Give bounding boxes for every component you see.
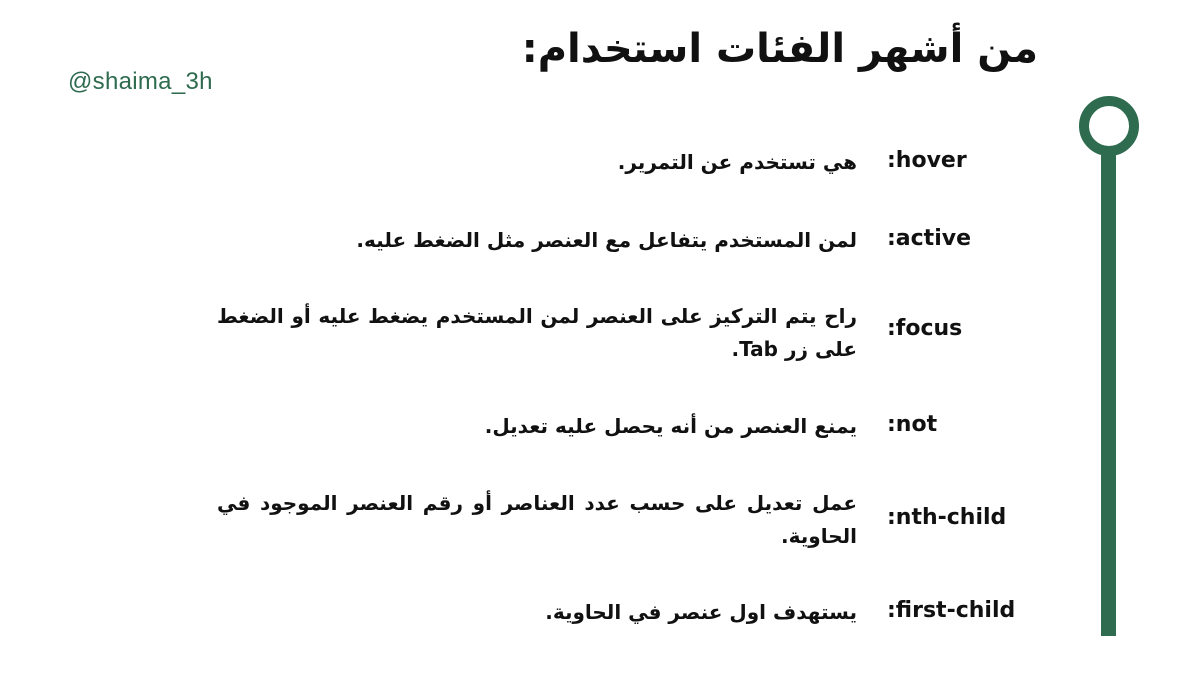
selector-description: هي تستخدم عن التمرير. — [617, 150, 857, 174]
selector-description: يمنع العنصر من أنه يحصل عليه تعديل. — [484, 414, 857, 438]
selector-description: يستهدف اول عنصر في الحاوية. — [545, 600, 857, 624]
selector-description: لمن المستخدم يتفاعل مع العنصر مثل الضغط عليه. — [356, 228, 857, 252]
timeline-circle-icon — [1079, 96, 1139, 156]
selector-description: راح يتم التركيز على العنصر لمن المستخدم يضغط عليه أو الضغط على زر Tab. — [217, 304, 857, 361]
selector-label: :first-child — [887, 598, 1016, 623]
selector-label: :nth-child — [887, 505, 1007, 530]
selector-label: :not — [887, 412, 938, 437]
selector-description: عمل تعديل على حسب عدد العناصر أو رقم العنصر الموجود في الحاوية. — [217, 491, 857, 548]
author-handle: @shaima_3h — [68, 68, 213, 95]
selector-label: :focus — [887, 316, 963, 341]
selector-label: :active — [887, 226, 972, 251]
timeline-line — [1101, 145, 1116, 636]
page-title: من أشهر الفئات استخدام: — [521, 26, 1038, 72]
selector-label: :hover — [887, 148, 967, 173]
